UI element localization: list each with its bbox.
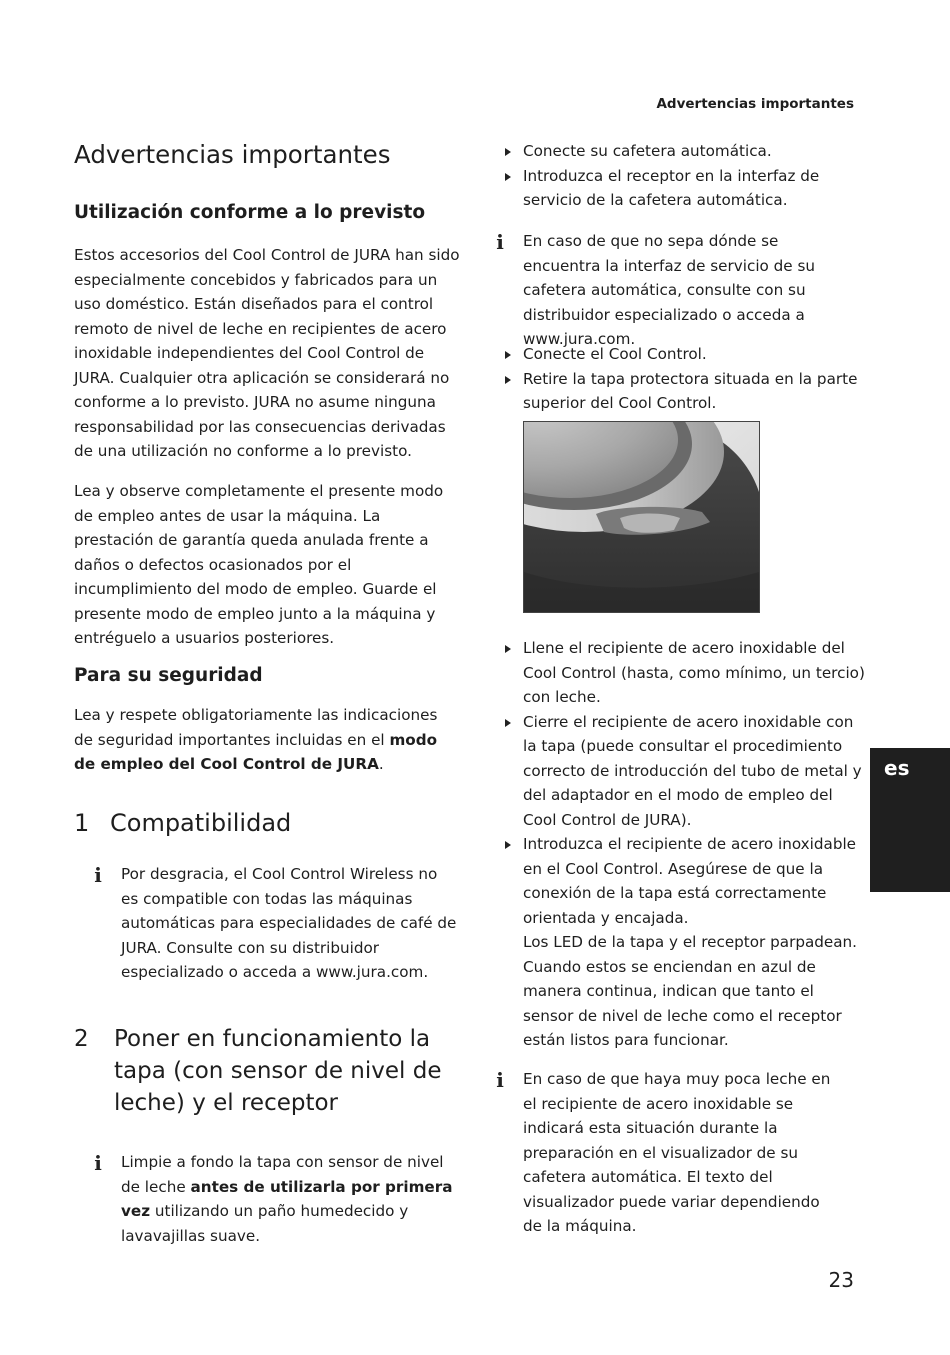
section-1-title: 1 Compatibilidad [74,809,292,837]
steps-list-a [497,139,867,213]
steps-list-c [497,636,867,1053]
info-icon: i [496,230,504,254]
bullet-arrow-icon [505,645,511,653]
list-item: Conecte su cafetera automática. [497,139,867,164]
list-item: Retire la tapa protectora situada en la parte superior del Cool Control. [497,367,867,416]
running-header: Advertencias importantes [656,96,854,112]
steps-list-b [497,342,867,416]
language-tab: es [870,748,950,892]
info-icon: i [496,1068,504,1092]
uso-paragraph-2: Lea y observe completamente el presente modo de empleo antes de usar la máquina. La prestación de garantía queda anulada frente a daños o defectos ocasionados por el incumplimiento del modo de empleo. Guarde el presente modo de empleo junto a la máquina y entréguelo a usuarios posteriores. [74,482,444,647]
bullet-arrow-icon [505,841,511,849]
section-2-info: Limpie a fondo la tapa con sensor de nivel de leche antes de utilizarla por primera vez utilizando un paño humedecido y lavavajillas suave. [121,1153,453,1245]
info-service-interface: En caso de que no sepa dónde se encuentra la interfaz de servicio de su cafetera automática, consulte con su distribuidor especializado o acceda a www.jura.com. [523,232,816,348]
page-title: Advertencias importantes [74,140,391,169]
bullet-arrow-icon [505,173,511,181]
list-item: Conecte el Cool Control. [497,342,867,367]
page-number: 23 [828,1268,854,1292]
uso-paragraph-1: Estos accesorios del Cool Control de JURA han sido especialmente concebidos y fabricados para un uso doméstico. Están diseñados para el control remoto de nivel de leche en recipientes de acero inoxidable independientes del Cool Control de JURA. Cualquier otra aplicación se considerará no conforme a lo previsto. JURA no asume ninguna responsabilidad por las consecuencias derivadas de una utilización no conforme a lo previsto. [74,246,460,460]
cool-control-photo [523,421,760,613]
info-icon: i [94,863,102,887]
bullet-arrow-icon [505,148,511,156]
seguridad-heading: Para su seguridad [74,665,263,686]
list-item: Cierre el recipiente de acero inoxidable con la tapa (puede consultar el procedimiento correcto de introducción del tubo de metal y del adaptador en el modo de empleo del Cool Control de JURA). [497,710,867,833]
list-item: Introduzca el recipiente de acero inoxidable en el Cool Control. Asegúrese de que la conexión de la tapa está correctamente orientada y encajada. [497,832,867,930]
section-1-info: Por desgracia, el Cool Control Wireless no es compatible con todas las máquinas automáticas para especialidades de café de JURA. Consulte con su distribuidor especializado o acceda a www.jura.com. [121,865,457,981]
bullet-arrow-icon [505,719,511,727]
list-item: Llene el recipiente de acero inoxidable del Cool Control (hasta, como mínimo, un tercio) con leche. [497,636,867,710]
uso-heading: Utilización conforme a lo previsto [74,202,426,223]
bullet-arrow-icon [505,376,511,384]
list-item: Introduzca el receptor en la interfaz de servicio de la cafetera automática. [497,164,867,213]
led-note: Los LED de la tapa y el receptor parpadean. Cuando estos se enciendan en azul de manera continua, indican que tanto el sensor de nivel de leche como el receptor están listos para funcionar. [523,933,858,1049]
bullet-arrow-icon [505,351,511,359]
info-icon: i [94,1151,102,1175]
cool-control-illustration [524,422,759,612]
info-low-milk: En caso de que haya muy poca leche en el recipiente de acero inoxidable se indicará esta situación durante la preparación en el visualizador de su cafetera automática. El texto del visualizador puede variar dependiendo de la máquina. [523,1070,831,1235]
seguridad-paragraph: Lea y respete obligatoriamente las indicaciones de seguridad importantes incluidas en el modo de empleo del Cool Control de JURA. [74,706,438,773]
section-2-title: 2 Poner en funcionamiento la tapa (con sensor de nivel de leche) y el receptor [74,1026,442,1116]
